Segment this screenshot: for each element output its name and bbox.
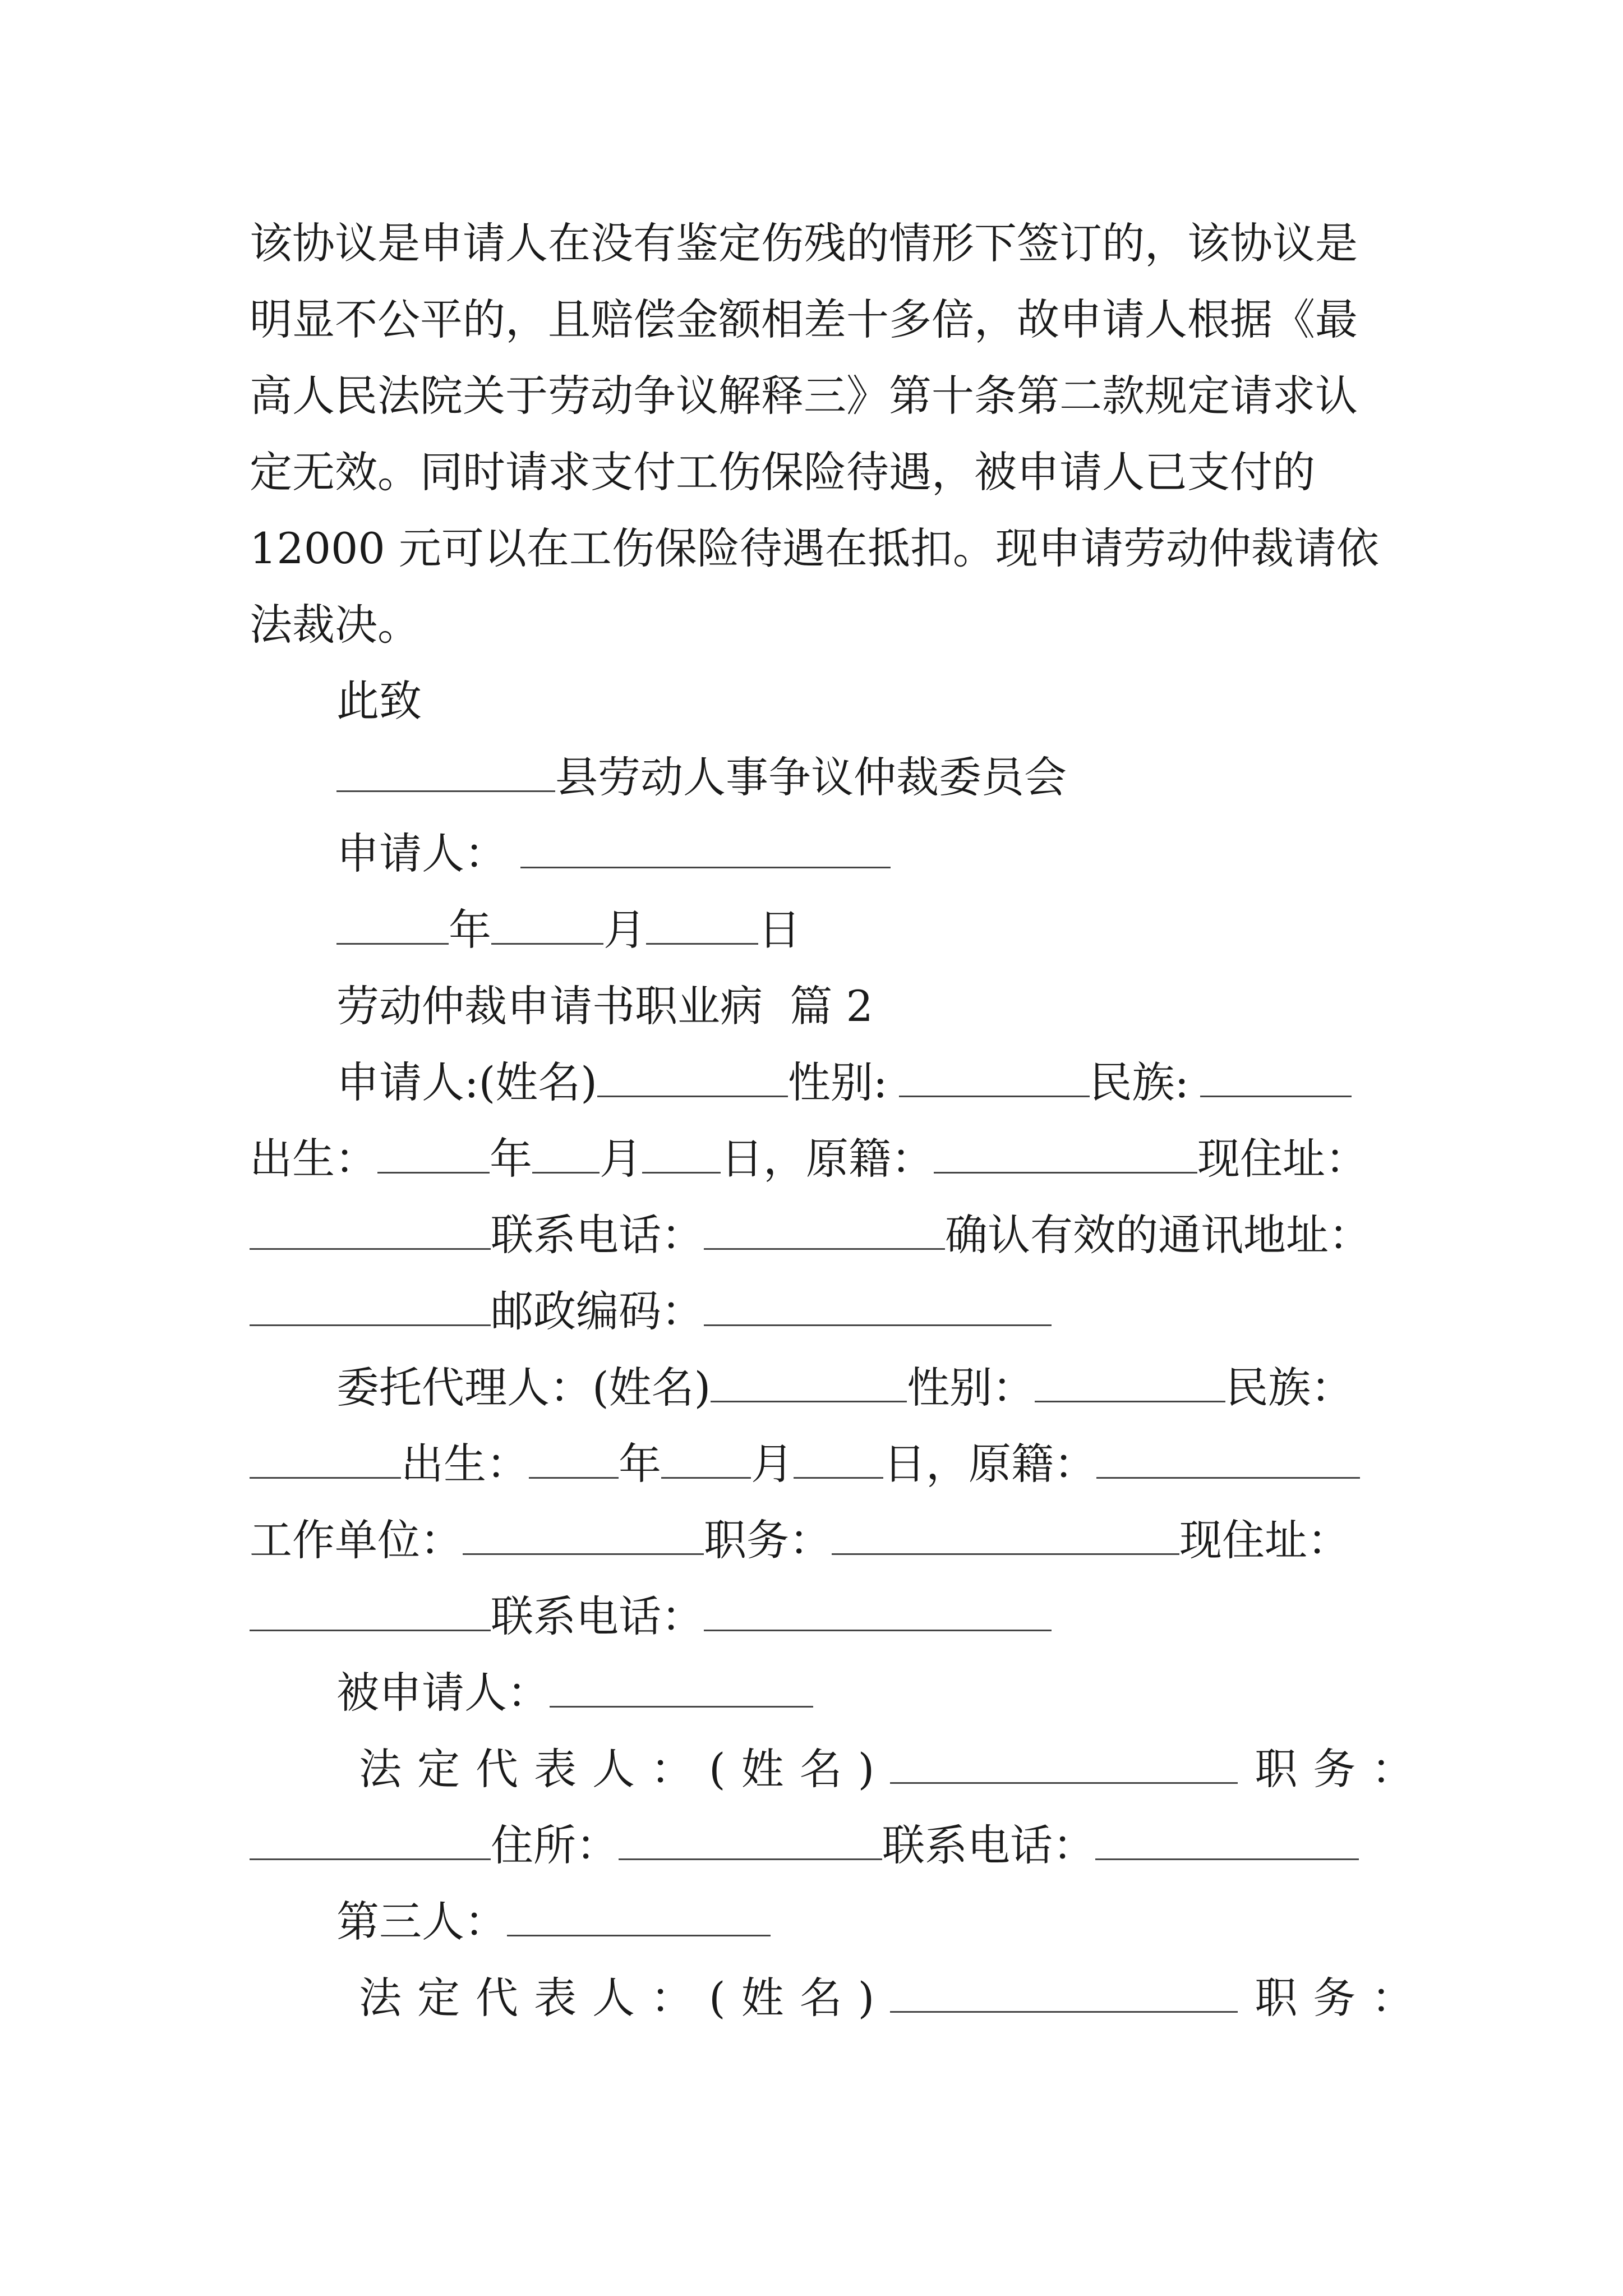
agent-phone-blank[interactable]: [704, 1589, 1052, 1631]
addressee: 县劳动人事争议仲裁委员会: [555, 752, 1067, 802]
third-party-rep-line: [336, 1960, 1475, 2036]
applicant-gender-label: 性别:: [787, 1057, 888, 1107]
agent-line-1: [336, 1350, 1475, 1426]
respondent-residence-blank[interactable]: [619, 1818, 882, 1860]
paragraph-line: 12000 元可以在工伤保险待遇在抵扣。现申请劳动仲裁请依: [250, 523, 1379, 573]
applicant-birth-month-blank[interactable]: [532, 1131, 600, 1174]
origin-label: 日，原籍：: [721, 1134, 934, 1184]
applicant-name-label: 申请人:(姓名): [336, 1057, 597, 1107]
third-party-label: 第三人：: [336, 1897, 507, 1947]
respondent-label: 被申请人：: [336, 1668, 550, 1718]
applicant-postcode-blank[interactable]: [704, 1284, 1052, 1326]
agent-birth-day-blank[interactable]: [794, 1437, 883, 1479]
section-title: 劳动仲裁申请书职业病 篇 2: [336, 981, 873, 1031]
paragraph-line: 该协议是申请人在没有鉴定伤残的情形下签订的，该协议是: [250, 218, 1358, 268]
agent-gender-label: 性别：: [907, 1363, 1035, 1412]
day-label: 日: [758, 905, 801, 955]
salutation: 此致: [336, 676, 422, 726]
agent-birth-label: 出生：: [401, 1439, 529, 1489]
agent-address-blank[interactable]: [250, 1589, 491, 1631]
agent-phone-label: 联系电话：: [491, 1591, 704, 1641]
agent-gender-blank[interactable]: [1035, 1360, 1225, 1402]
agent-ethnicity-blank[interactable]: [250, 1437, 401, 1479]
applicant-ethnicity-blank[interactable]: [1200, 1055, 1352, 1097]
origin-label: 日，原籍：: [883, 1439, 1096, 1489]
agent-address-label: 现住址：: [1179, 1515, 1350, 1565]
respondent-position-blank[interactable]: [250, 1818, 491, 1860]
applicant-line-4: [250, 1273, 1388, 1350]
respondent-line-2: [250, 1807, 1388, 1884]
agent-birth-year-blank[interactable]: [529, 1437, 619, 1479]
day-blank[interactable]: [646, 903, 758, 945]
applicant-signature-blank[interactable]: [520, 826, 891, 868]
agent-name-blank[interactable]: [711, 1360, 907, 1402]
applicant-phone-label: 联系电话：: [491, 1210, 704, 1260]
respondent-rep-label: 法定代表人：(姓名): [359, 1744, 891, 1794]
agent-position-blank[interactable]: [832, 1513, 1179, 1555]
year-blank[interactable]: [336, 903, 449, 945]
applicant-birth-day-blank[interactable]: [642, 1131, 721, 1174]
respondent-position-label: 职务：: [1255, 1744, 1430, 1794]
applicant-signature-label: 申请人：: [336, 829, 507, 878]
applicant-name-blank[interactable]: [597, 1055, 788, 1097]
year-label: 年: [449, 905, 491, 955]
respondent-line: [336, 1655, 1475, 1731]
applicant-line-1: [336, 1045, 1475, 1121]
respondent-residence-label: 住所：: [491, 1820, 619, 1870]
agent-line-2: [250, 1426, 1388, 1502]
month-label: 月: [751, 1439, 794, 1489]
date-line: [336, 892, 1475, 968]
third-party-line: [336, 1884, 1475, 1960]
applicant-contact-address-label: 确认有效的通讯地址：: [945, 1210, 1371, 1260]
paragraph-line: 高人民法院关于劳动争议解释三》第十条第二款规定请求认: [250, 371, 1358, 421]
agent-origin-blank[interactable]: [1096, 1437, 1360, 1479]
applicant-postcode-label: 邮政编码：: [491, 1286, 704, 1336]
year-label: 年: [490, 1134, 532, 1184]
respondent-phone-blank[interactable]: [1095, 1818, 1359, 1860]
third-party-rep-blank[interactable]: [890, 1971, 1238, 2013]
applicant-birth-label: 出生：: [250, 1134, 377, 1184]
paragraph-line: 明显不公平的，且赔偿金额相差十多倍，故申请人根据《最: [250, 295, 1358, 344]
month-label: 月: [603, 905, 646, 955]
respondent-phone-label: 联系电话：: [882, 1820, 1095, 1870]
applicant-gender-blank[interactable]: [899, 1055, 1090, 1097]
county-blank[interactable]: [336, 750, 555, 792]
paragraph-line: 定无效。同时请求支付工伤保险待遇，被申请人已支付的: [250, 447, 1315, 497]
month-label: 月: [600, 1134, 642, 1184]
agent-name-label: 委托代理人：(姓名): [336, 1363, 711, 1412]
third-party-blank[interactable]: [507, 1894, 771, 1936]
applicant-contact-address-blank[interactable]: [250, 1284, 491, 1326]
applicant-origin-blank[interactable]: [934, 1131, 1197, 1174]
applicant-address-label: 现住址：: [1197, 1134, 1368, 1184]
respondent-rep-blank[interactable]: [890, 1742, 1238, 1784]
month-blank[interactable]: [491, 903, 603, 945]
applicant-ethnicity-label: 民族:: [1089, 1057, 1189, 1107]
applicant-birth-year-blank[interactable]: [377, 1131, 490, 1174]
agent-employer-blank[interactable]: [463, 1513, 704, 1555]
agent-employer-label: 工作单位：: [250, 1515, 463, 1565]
agent-line-4: [250, 1579, 1388, 1655]
third-party-rep-label: 法定代表人：(姓名): [359, 1973, 891, 2023]
respondent-rep-line: [336, 1731, 1475, 1807]
third-party-position-label: 职务：: [1255, 1973, 1430, 2023]
applicant-line-2: [250, 1121, 1388, 1197]
agent-line-3: [250, 1502, 1388, 1579]
applicant-line-3: [250, 1197, 1388, 1273]
respondent-blank[interactable]: [550, 1665, 813, 1708]
applicant-phone-blank[interactable]: [704, 1208, 945, 1250]
year-label: 年: [619, 1439, 661, 1489]
agent-position-label: 职务：: [704, 1515, 832, 1565]
paragraph-line: 法裁决。: [250, 600, 420, 650]
applicant-signature-line: [336, 816, 1475, 892]
agent-birth-month-blank[interactable]: [661, 1437, 751, 1479]
addressee-line: [336, 739, 1475, 816]
applicant-address-blank[interactable]: [250, 1208, 491, 1250]
agent-ethnicity-label: 民族：: [1225, 1363, 1354, 1412]
